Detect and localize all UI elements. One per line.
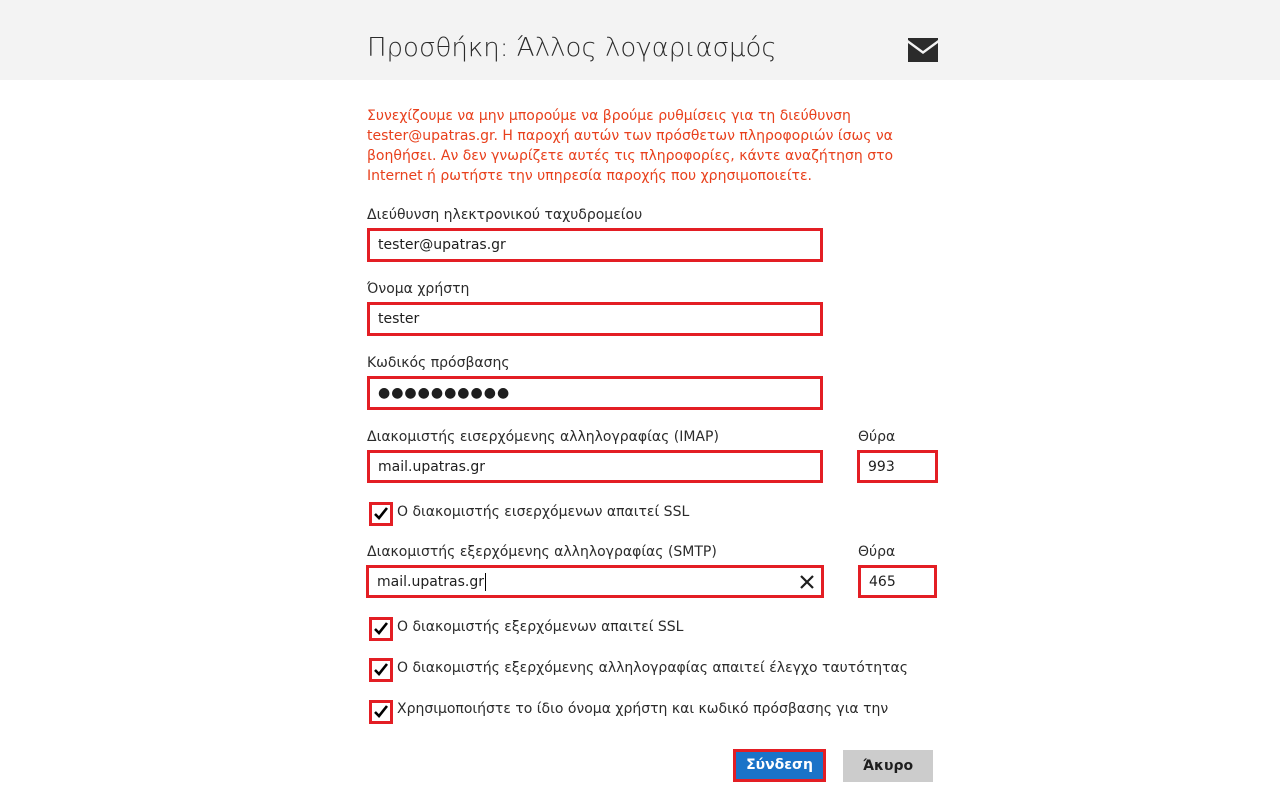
password-label: Κωδικός πρόσβασης [367,355,510,371]
mail-icon [908,38,938,62]
same-credentials-label[interactable]: Χρησιμοποιήστε το ίδιο όνομα χρήστη και κωδικό πρόσβασης για την [397,701,889,717]
password-value: ●●●●●●●●●● [378,385,511,401]
checkmark-icon [373,506,389,522]
username-label: Όνομα χρήστη [367,281,470,297]
same-credentials-checkbox[interactable] [369,700,393,724]
username-field[interactable] [367,302,823,336]
outgoing-port-field[interactable] [858,565,937,598]
text-caret [485,573,486,591]
form-scroll-area[interactable] [0,80,1280,730]
email-value: tester@upatras.gr [378,237,506,253]
outgoing-port-value: 465 [869,574,896,590]
header-bar [0,0,1280,80]
incoming-ssl-checkbox[interactable] [369,502,393,526]
outgoing-server-value: mail.upatras.gr [377,574,484,590]
outgoing-ssl-label[interactable]: Ο διακομιστής εξερχόμενων απαιτεί SSL [397,619,684,635]
connect-button[interactable]: Σύνδεση [733,749,826,782]
checkmark-icon [373,662,389,678]
incoming-server-value: mail.upatras.gr [378,459,485,475]
incoming-server-field[interactable] [367,450,823,483]
outgoing-auth-checkbox[interactable] [369,658,393,682]
outgoing-auth-label[interactable]: Ο διακομιστής εξερχόμενης αλληλογραφίας απαιτεί έλεγχο ταυτότητας [397,660,908,676]
cancel-button[interactable]: Άκυρο [843,750,933,782]
incoming-port-value: 993 [868,459,895,475]
outgoing-server-label: Διακομιστής εξερχόμενης αλληλογραφίας (SMTP) [367,544,717,560]
checkmark-icon [373,704,389,720]
incoming-ssl-label[interactable]: Ο διακομιστής εισερχόμενων απαιτεί SSL [397,504,690,520]
password-field[interactable] [367,376,823,410]
outgoing-ssl-checkbox[interactable] [369,617,393,641]
outgoing-server-field[interactable] [366,565,824,598]
email-label: Διεύθυνση ηλεκτρονικού ταχυδρομείου [367,207,643,223]
incoming-port-label: Θύρα [858,429,896,445]
checkmark-icon [373,621,389,637]
incoming-server-label: Διακομιστής εισερχόμενης αλληλογραφίας (IMAP) [367,429,719,445]
page-title: Προσθήκη: Άλλος λογαριασμός [367,33,777,63]
warning-message: Συνεχίζουμε να μην μπορούμε να βρούμε ρυθμίσεις για τη διεύθυνση tester@upatras.gr. Η παροχή αυτών των πρόσθετων πληροφοριών ίσως να βοηθήσει. Αν δεν γνωρίζετε αυτές τις πληροφορίες, κάντε αναζήτηση στο Internet ή ρωτήστε την υπηρεσία παροχής που χρησιμοποιείτε. [367,108,894,184]
incoming-port-field[interactable] [857,450,938,483]
username-value: tester [378,311,420,327]
outgoing-port-label: Θύρα [858,544,896,560]
clear-text-icon[interactable] [799,574,815,590]
email-field[interactable] [367,228,823,262]
